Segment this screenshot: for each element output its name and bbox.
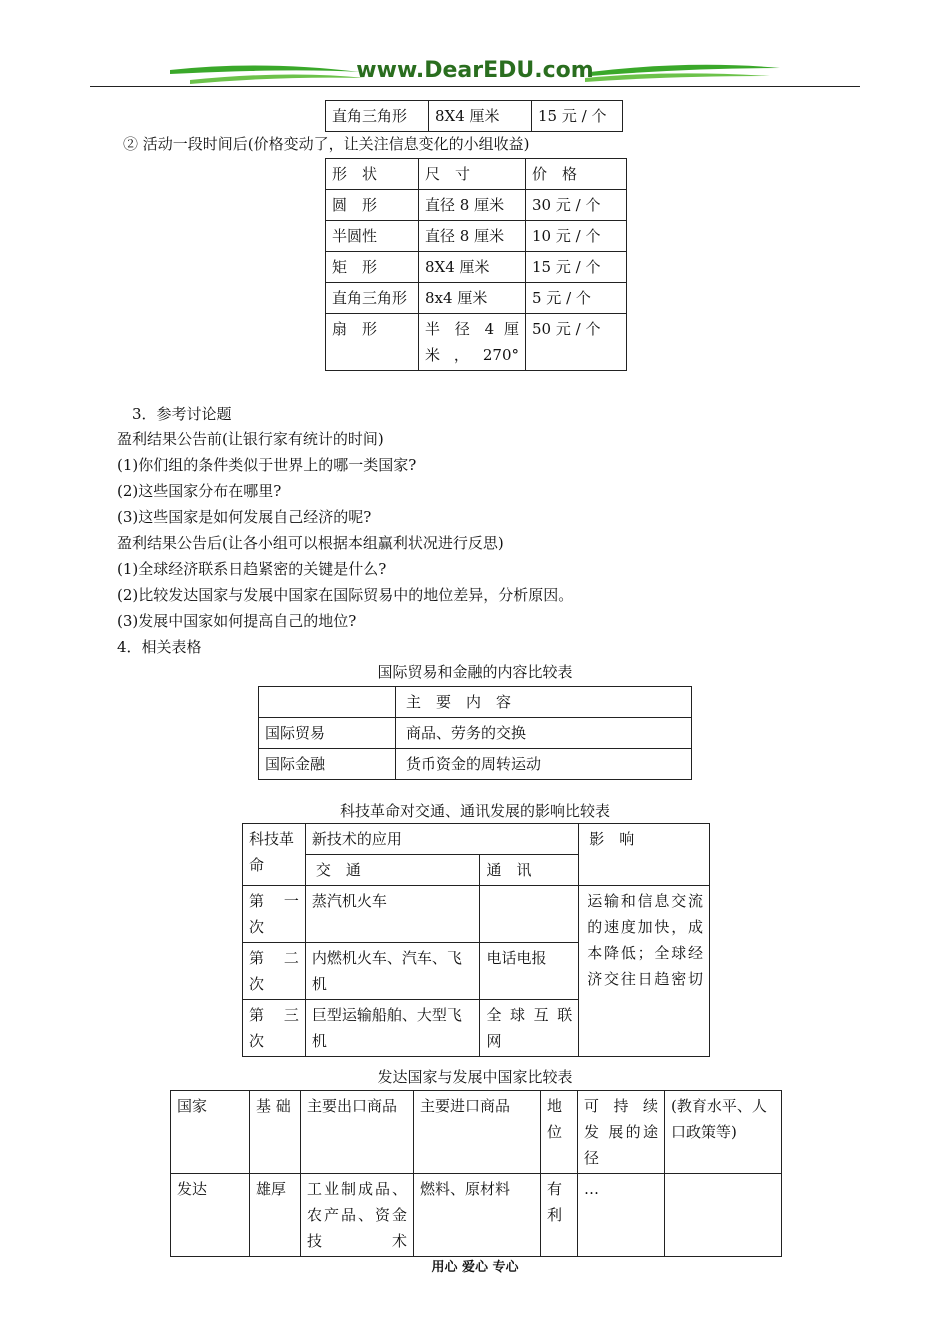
table-header-row <box>171 1091 782 1174</box>
table-cell <box>665 1174 782 1257</box>
table-cell: 8x4 厘米 <box>419 283 526 314</box>
table-cell: 8X4 厘米 <box>429 101 532 132</box>
table-cell: 蒸汽机火车 <box>305 886 480 943</box>
table-header-cell: 形 状 <box>326 159 419 190</box>
table-cell: 电话电报 <box>480 943 579 1000</box>
section-heading: 3．参考讨论题 <box>132 405 232 423</box>
table-header-cell: 主要进口商品 <box>414 1091 541 1174</box>
table-cell: 货币资金的周转运动 <box>396 749 692 780</box>
list-item: (1)全球经济联系日趋紧密的关键是什么? <box>117 560 387 578</box>
table-cell: 工业制成品、农产品、资金技术 <box>301 1174 414 1257</box>
table-header-cell: (教育水平、人口政策等) <box>665 1091 782 1174</box>
table-row <box>259 749 692 780</box>
trade-finance-table <box>258 686 692 780</box>
table-header-cell: 国家 <box>171 1091 250 1174</box>
table-cell: … <box>578 1174 665 1257</box>
countries-comparison-table <box>170 1090 782 1257</box>
paragraph-line: 盈利结果公告后(让各小组可以根据本组赢利状况进行反思) <box>117 534 504 552</box>
table-cell: 全 球 互 联 网 <box>480 1000 579 1057</box>
list-item: (3)这些国家是如何发展自己经济的呢? <box>117 508 372 526</box>
table-cell: 15 元 / 个 <box>526 252 627 283</box>
price-change-note: ② 活动一段时间后(价格变动了，让关注信息变化的小组收益) <box>123 135 530 153</box>
table-header-cell: 影 响 <box>579 824 710 886</box>
table-cell: 第 二 次 <box>243 943 306 1000</box>
table-cell: 50 元 / 个 <box>526 314 627 371</box>
table-header-cell: 尺 寸 <box>419 159 526 190</box>
table-header-cell: 主 要 内 容 <box>396 687 692 718</box>
table-caption: 科技革命对交通、通讯发展的影响比较表 <box>339 802 610 820</box>
table-cell: 15 元 / 个 <box>532 101 623 132</box>
table-cell: 国际金融 <box>259 749 396 780</box>
table-cell: 发达 <box>171 1174 250 1257</box>
table-cell: 半 径 4 厘米，270° <box>419 314 526 371</box>
table-cell: 直径 8 厘米 <box>419 221 526 252</box>
table-cell: 半圆性 <box>326 221 419 252</box>
table-cell: 直角三角形 <box>326 101 429 132</box>
table-header-cell: 交 通 <box>305 855 480 886</box>
table-cell: 有利 <box>541 1174 578 1257</box>
table-cell: 圆 形 <box>326 190 419 221</box>
table-header-cell: 科技革命 <box>243 824 306 886</box>
table-row <box>326 221 627 252</box>
table-header-row <box>243 824 710 855</box>
table-row <box>326 314 627 371</box>
tech-revolution-table <box>242 823 710 1057</box>
page-footer: 用心 爱心 专心 <box>431 1260 519 1275</box>
table-cell: 第 三 次 <box>243 1000 306 1057</box>
table-cell: 8X4 厘米 <box>419 252 526 283</box>
table-cell: 30 元 / 个 <box>526 190 627 221</box>
table-cell: 直角三角形 <box>326 283 419 314</box>
table-cell: 直径 8 厘米 <box>419 190 526 221</box>
table-row <box>326 252 627 283</box>
table-caption: 发达国家与发展中国家比较表 <box>377 1068 573 1086</box>
table-header-cell: 可 持 续 发 展的途径 <box>578 1091 665 1174</box>
table-cell: 第 一 次 <box>243 886 306 943</box>
table-cell <box>480 886 579 943</box>
table-cell: 雄厚 <box>250 1174 301 1257</box>
table-header-cell: 主要出口商品 <box>301 1091 414 1174</box>
list-item: (2)比较发达国家与发展中国家在国际贸易中的地位差异，分析原因。 <box>117 586 574 604</box>
table-cell: 矩 形 <box>326 252 419 283</box>
table-cell: 巨型运输船舶、大型飞机 <box>305 1000 480 1057</box>
table-cell: 燃料、原材料 <box>414 1174 541 1257</box>
table-header-cell: 通 讯 <box>480 855 579 886</box>
table-header-cell: 地位 <box>541 1091 578 1174</box>
list-item: (3)发展中国家如何提高自己的地位? <box>117 612 357 630</box>
table-cell: 扇 形 <box>326 314 419 371</box>
table-cell: 商品、劳务的交换 <box>396 718 692 749</box>
table-row <box>326 101 623 132</box>
table-row <box>171 1174 782 1257</box>
table-row <box>259 718 692 749</box>
table-row <box>326 283 627 314</box>
table-cell: 国际贸易 <box>259 718 396 749</box>
table-row <box>326 190 627 221</box>
table-cell: 10 元 / 个 <box>526 221 627 252</box>
table-top-continued <box>325 100 623 132</box>
table-header-cell: 价 格 <box>526 159 627 190</box>
paragraph-line: 盈利结果公告前(让银行家有统计的时间) <box>117 430 384 448</box>
table-header-cell: 新技术的应用 <box>305 824 578 855</box>
table-cell: 5 元 / 个 <box>526 283 627 314</box>
list-item: (2)这些国家分布在哪里? <box>117 482 282 500</box>
table-row <box>243 886 710 943</box>
table-caption: 国际贸易和金融的内容比较表 <box>377 663 573 681</box>
list-item: (1)你们组的条件类似于世界上的哪一类国家? <box>117 456 417 474</box>
logo-text: www.DearEDU.com <box>356 58 594 83</box>
table-cell: 内燃机火车、汽车、飞机 <box>305 943 480 1000</box>
table-header-row <box>326 159 627 190</box>
table-header-cell: 基 础 <box>250 1091 301 1174</box>
table-cell: 运输和信息交流的速度加快，成本降低；全球经济交往日趋密切 <box>579 886 710 1057</box>
table-header-cell <box>259 687 396 718</box>
table-header-row <box>259 687 692 718</box>
section-heading: 4．相关表格 <box>117 638 202 656</box>
header-divider <box>90 86 860 87</box>
header-logo <box>170 58 780 88</box>
price-table <box>325 158 627 371</box>
